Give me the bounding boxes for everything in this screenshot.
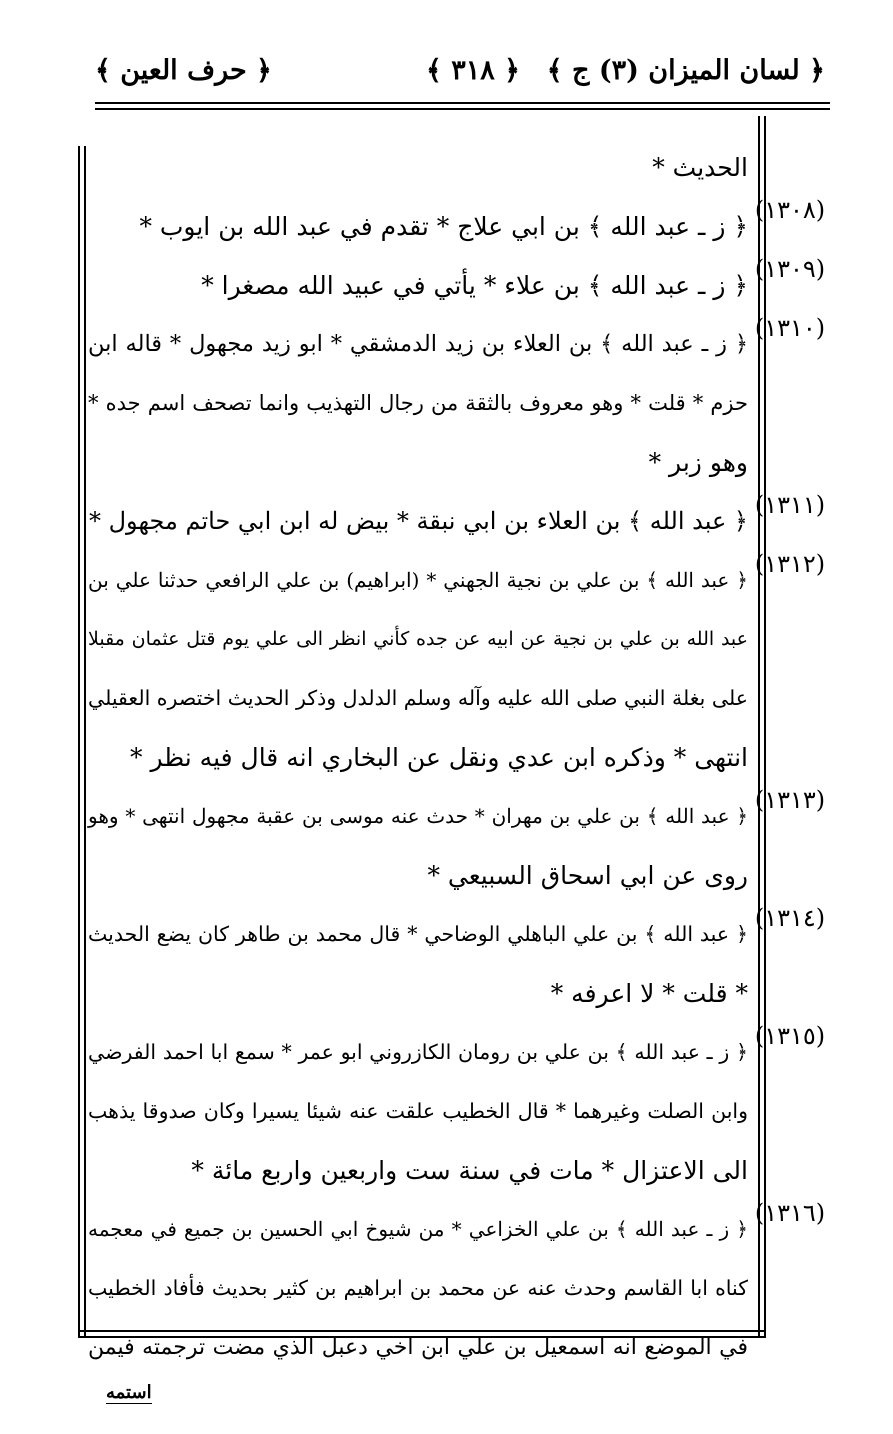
entry-number: (١٣٠٨)	[754, 196, 826, 224]
entry-number: (١٣١٥)	[754, 1022, 826, 1050]
body-text	[88, 138, 748, 1377]
text-line: حزم * قلت * وهو معروف بالثقة من رجال التهذيب وانما تصحف اسم جده *	[88, 391, 748, 415]
book-title: ﴿ لسان الميزان (٣) ج ﴾	[546, 55, 825, 86]
page-number: ﴿ ٣١٨ ﴾	[426, 55, 520, 86]
text-line: كناه ابا القاسم وحدث عنه عن محمد بن ابراهيم بن كثير بحديث فأفاد الخطيب	[88, 1276, 748, 1300]
text-line: وهو زبر *	[648, 448, 748, 477]
text-line: وابن الصلت وغيرهما * قال الخطيب علقت عنه شيئا يسيرا وكان صدوقا يذهب	[88, 1099, 748, 1123]
entry-number: (١٣١٢)	[754, 550, 826, 578]
text-line: ﴿ ز ـ عبد الله ﴾ بن العلاء بن زيد الدمشقي * ابو زيد مجهول * قاله ابن	[88, 331, 749, 357]
frame-rule-outer-right	[764, 116, 766, 1336]
catchword: استمه	[106, 1382, 152, 1403]
entry-number: (١٣١٠)	[754, 314, 826, 342]
text-line: ﴿ عبد الله ﴾ بن العلاء بن ابي نبقة * بيض له ابن ابي حاتم مجهول *	[88, 507, 748, 535]
text-line: ﴿ ز ـ عبد الله ﴾ بن علي الخزاعي * من شيوخ ابي الحسين بن جميع في معجمه	[88, 1217, 748, 1241]
text-line: الى الاعتزال * مات في سنة ست واربعين واربع مائة *	[191, 1156, 748, 1185]
entry-number: (١٣١٣)	[754, 786, 826, 814]
text-line: روى عن ابي اسحاق السبيعي *	[427, 861, 748, 890]
section-title: ﴿ حرف العين ﴾	[95, 55, 272, 86]
entry-number: (١٣٠٩)	[754, 255, 826, 283]
text-line: انتهى * وذكره ابن عدي ونقل عن البخاري انه قال فيه نظر *	[130, 743, 748, 772]
running-header	[95, 45, 825, 100]
text-line: ﴿ ز ـ عبد الله ﴾ بن علي بن رومان الكازروني ابو عمر * سمع ابا احمد الفرضي	[88, 1040, 748, 1064]
text-line: على بغلة النبي صلى الله عليه وآله وسلم الدلدل وذكر الحديث اختصره العقيلي	[88, 686, 748, 710]
text-line: ﴿ عبد الله ﴾ بن علي الباهلي الوضاحي * قال محمد بن طاهر كان يضع الحديث	[88, 922, 748, 946]
text-line: في الموضع انه اسمعيل بن علي ابن اخي دعبل الذي مضت ترجمته فيمن	[88, 1335, 748, 1360]
text-line: عبد الله بن علي بن نجية عن ابيه عن جده كأني انظر الى علي يوم قتل عثمان مقبلا	[88, 628, 748, 650]
frame-rule-left	[78, 146, 80, 1338]
entry-number: (١٣١١)	[754, 491, 826, 519]
text-line: * قلت * لا اعرفه *	[550, 979, 748, 1008]
text-line: ﴿ ز ـ عبد الله ﴾ بن علاء * يأتي في عبيد الله مصغرا *	[201, 271, 748, 300]
entry-number: (١٣١٤)	[754, 904, 826, 932]
text-line: ﴿ عبد الله ﴾ بن علي بن مهران * حدث عنه موسى بن عقبة مجهول انتهى * وهو	[88, 804, 748, 828]
header-rule-top	[95, 102, 830, 104]
text-line: الحديث *	[652, 153, 748, 182]
frame-rule-left-inner	[84, 146, 86, 1338]
header-rule-bottom	[95, 108, 830, 110]
text-line: ﴿ ز ـ عبد الله ﴾ بن ابي علاج * تقدم في عبد الله بن ايوب *	[139, 212, 748, 241]
entry-number: (١٣١٦)	[754, 1199, 826, 1227]
frame-rule-inner-right	[758, 116, 760, 1336]
text-line: ﴿ عبد الله ﴾ بن علي بن نجية الجهني * (ابراهيم) بن علي الرافعي حدثنا علي بن	[88, 568, 748, 592]
